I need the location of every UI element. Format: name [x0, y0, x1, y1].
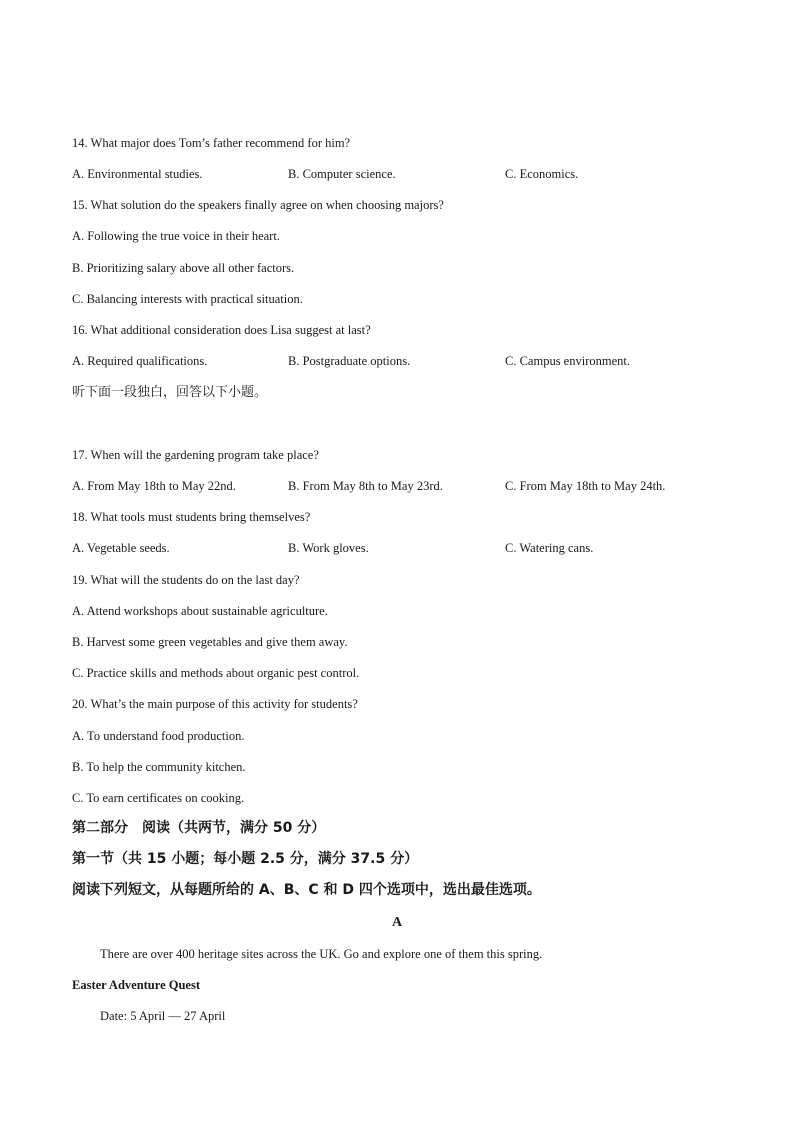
q19-option-a: A. Attend workshops about sustainable agriculture.	[72, 604, 328, 618]
q17-option-a: A. From May 18th to May 22nd.	[72, 479, 236, 493]
q17-options	[72, 478, 722, 494]
passage-intro: There are over 400 heritage sites across the UK. Go and explore one of them this spring.	[100, 947, 543, 961]
q17-option-b: B. From May 8th to May 23rd.	[288, 479, 443, 493]
q17-stem: 17. When will the gardening program take place?	[72, 448, 319, 462]
q14-option-c: C. Economics.	[505, 167, 579, 181]
q14-options	[72, 166, 722, 182]
listening-instruction: 听下面一段独白，回答以下小题。	[72, 385, 268, 400]
q20-option-c: C. To earn certificates on cooking.	[72, 791, 245, 805]
q18-option-c: C. Watering cans.	[505, 541, 594, 555]
event-title: Easter Adventure Quest	[72, 978, 201, 992]
q17-option-c: C. From May 18th to May 24th.	[505, 479, 666, 493]
q14-stem: 14. What major does Tom’s father recommend for him?	[72, 136, 351, 150]
q19-stem: 19. What will the students do on the last day?	[72, 573, 300, 587]
part2-heading: 第二部分 阅读（共两节，满分 50 分）	[72, 820, 326, 836]
q16-option-a: A. Required qualifications.	[72, 354, 208, 368]
q16-option-b: B. Postgraduate options.	[288, 354, 411, 368]
q19-option-b: B. Harvest some green vegetables and give them away.	[72, 635, 348, 649]
q20-option-a: A. To understand food production.	[72, 729, 245, 743]
q18-options	[72, 540, 722, 556]
q15-option-a: A. Following the true voice in their heart.	[72, 229, 280, 243]
q19-option-c: C. Practice skills and methods about organic pest control.	[72, 666, 360, 680]
q18-stem: 18. What tools must students bring themselves?	[72, 510, 311, 524]
q14-option-b: B. Computer science.	[288, 167, 396, 181]
event-date: Date: 5 April — 27 April	[100, 1009, 226, 1023]
q18-option-b: B. Work gloves.	[288, 541, 369, 555]
q16-option-c: C. Campus environment.	[505, 354, 630, 368]
q14-option-a: A. Environmental studies.	[72, 167, 203, 181]
q18-option-a: A. Vegetable seeds.	[72, 541, 170, 555]
reading-directions: 阅读下列短文，从每题所给的 A、B、C 和 D 四个选项中，选出最佳选项。	[72, 882, 541, 898]
q15-option-c: C. Balancing interests with practical situation.	[72, 292, 303, 306]
q20-option-b: B. To help the community kitchen.	[72, 760, 246, 774]
q20-stem: 20. What’s the main purpose of this activity for students?	[72, 697, 358, 711]
passage-letter: A	[391, 915, 403, 930]
q16-options	[72, 353, 722, 369]
q15-option-b: B. Prioritizing salary above all other factors.	[72, 261, 295, 275]
section1-heading: 第一节（共 15 小题；每小题 2.5 分，满分 37.5 分）	[72, 851, 419, 867]
q15-stem: 15. What solution do the speakers finally agree on when choosing majors?	[72, 198, 444, 212]
q16-stem: 16. What additional consideration does Lisa suggest at last?	[72, 323, 371, 337]
